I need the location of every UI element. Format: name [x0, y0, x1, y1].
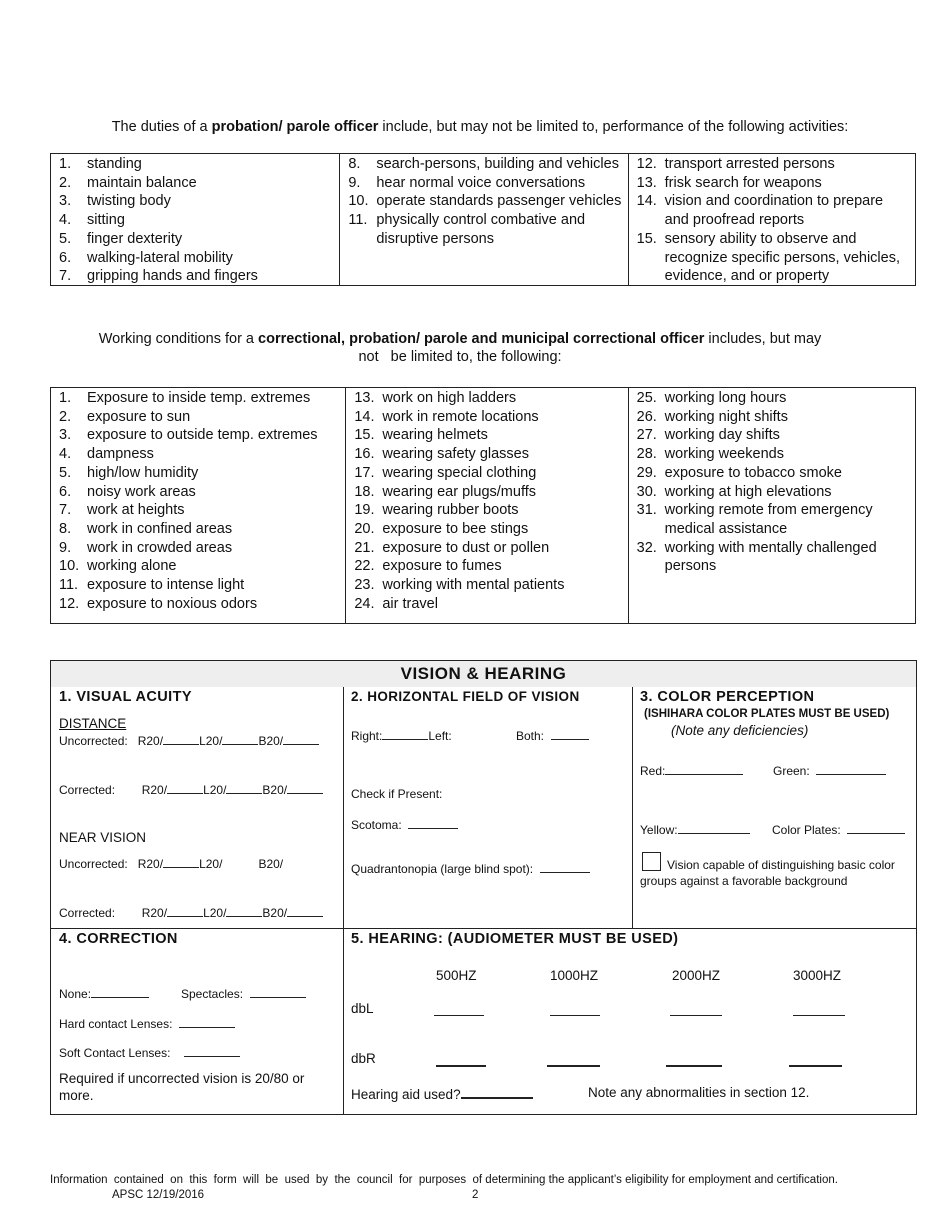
- abnormalities-note: Note any abnormalities in section 12.: [588, 1085, 810, 1100]
- list-item: [59, 174, 333, 193]
- list-item-text: transport arrested persons: [664, 156, 835, 172]
- list-item: [637, 389, 909, 408]
- spectacles-label: Spectacles:: [181, 987, 244, 1001]
- list-item: [59, 192, 333, 211]
- list-item-text: work in remote locations: [382, 408, 539, 425]
- conditions-list-3: [637, 389, 909, 576]
- list-item-number: 9.: [348, 174, 361, 191]
- hard-lenses-row: [59, 1016, 235, 1031]
- list-item: [637, 192, 909, 229]
- color-capable-checkbox[interactable]: [642, 852, 661, 871]
- footer-form-code: APSC 12/19/2016: [112, 1189, 205, 1201]
- dbr-500-field[interactable]: [436, 1065, 486, 1067]
- dbl-500-field[interactable]: [434, 1015, 484, 1016]
- left-label: Left:: [428, 729, 452, 743]
- list-item: [59, 483, 339, 502]
- list-item-number: 15.: [354, 427, 375, 444]
- uncorrected-label: Uncorrected:: [59, 734, 128, 748]
- list-item-text: working night shifts: [664, 408, 788, 425]
- list-item: [354, 445, 621, 464]
- b20-label: B20/: [258, 857, 284, 871]
- freq-500: 500HZ: [436, 968, 477, 983]
- list-item-number: 14.: [354, 408, 375, 425]
- l20-label: L20/: [203, 906, 227, 920]
- list-item: [637, 539, 909, 576]
- list-item-number: 5.: [59, 230, 72, 247]
- conditions-list-1: [59, 389, 339, 613]
- list-item: [354, 408, 621, 427]
- list-item-number: 30.: [636, 483, 657, 500]
- list-item-text: hear normal voice conversations: [376, 174, 586, 191]
- visual-acuity-heading: 1. VISUAL ACUITY: [59, 689, 192, 705]
- list-item-number: 3.: [59, 193, 72, 210]
- list-item-number: 7.: [59, 502, 72, 519]
- spectacles-field[interactable]: [250, 986, 306, 998]
- list-item-number: 17.: [354, 464, 375, 481]
- list-item-text: wearing rubber boots: [382, 502, 519, 519]
- list-item-number: 32.: [636, 539, 657, 556]
- divider: [343, 687, 344, 1115]
- scotoma-label: Scotoma:: [351, 818, 402, 832]
- distance-corrected-row: [59, 782, 323, 797]
- list-item-number: 8.: [348, 156, 361, 172]
- divider: [632, 687, 633, 929]
- soft-lenses-row: [59, 1045, 240, 1060]
- hard-lenses-field[interactable]: [179, 1016, 235, 1028]
- l20-label: L20/: [199, 857, 223, 871]
- list-item-number: 9.: [59, 539, 72, 556]
- duties-column-3: [628, 154, 915, 285]
- field-both-row: [516, 728, 589, 743]
- list-item-text: exposure to bee stings: [382, 520, 529, 537]
- freq-1000: 1000HZ: [550, 968, 599, 983]
- b20-distance-corrected-field[interactable]: [287, 782, 323, 794]
- divider: [51, 928, 916, 929]
- list-item-text: working long hours: [664, 390, 787, 406]
- list-item-number: 11.: [348, 212, 368, 229]
- duties-list-2: [348, 155, 621, 249]
- dbr-2000-field[interactable]: [666, 1065, 722, 1067]
- list-item-number: 18.: [354, 483, 375, 500]
- color-plates-label: Color Plates:: [772, 823, 841, 837]
- list-item: [637, 483, 909, 502]
- list-item: [59, 408, 339, 427]
- list-item-number: 19.: [354, 502, 375, 519]
- uncorrected-label: Uncorrected:: [59, 857, 128, 871]
- list-item-text: working day shifts: [664, 427, 780, 444]
- list-item-number: 16.: [354, 446, 375, 463]
- list-item-text: work in crowded areas: [87, 539, 233, 556]
- right-label: Right:: [351, 729, 383, 743]
- conditions-column-2: [345, 388, 627, 623]
- yellow-field[interactable]: [678, 822, 750, 834]
- list-item-number: 14.: [636, 193, 657, 210]
- list-item: [59, 445, 339, 464]
- list-item: [348, 155, 621, 174]
- l20-distance-corrected-field[interactable]: [226, 782, 262, 794]
- list-item-text: sensory ability to observe and recognize specific persons, vehicles, evidence, and or property: [664, 230, 900, 285]
- horizontal-field-heading: 2. HORIZONTAL FIELD OF VISION: [351, 689, 580, 704]
- b20-label: B20/: [258, 734, 284, 748]
- list-item: [59, 539, 339, 558]
- list-item-number: 3.: [59, 427, 72, 444]
- scotoma-field[interactable]: [408, 817, 458, 829]
- dbr-3000-field[interactable]: [789, 1065, 842, 1067]
- freq-2000: 2000HZ: [672, 968, 721, 983]
- list-item-number: 8.: [59, 520, 72, 537]
- soft-lenses-label: Soft Contact Lenses:: [59, 1046, 171, 1060]
- duties-intro: [40, 118, 920, 136]
- near-uncorrected-row: [59, 856, 283, 871]
- near-corrected-row: [59, 905, 323, 920]
- dbl-label: dbL: [351, 1001, 374, 1016]
- list-item-number: 10.: [59, 558, 80, 575]
- conditions-intro-line2: not be limited to, the following:: [358, 349, 562, 365]
- list-item-text: search-persons, building and vehicles: [376, 156, 619, 172]
- list-item: [59, 520, 339, 539]
- list-item: [637, 230, 909, 286]
- green-label: Green:: [773, 764, 810, 778]
- quadrantonopia-row: [351, 861, 590, 876]
- color-capable-text-2: groups against a favorable background: [640, 874, 848, 888]
- b20-label: B20/: [262, 783, 288, 797]
- list-item: [59, 464, 339, 483]
- conditions-table: [50, 387, 916, 624]
- list-item-text: operate standards passenger vehicles: [376, 193, 622, 210]
- list-item: [59, 155, 333, 174]
- none-label: None:: [59, 987, 92, 1001]
- list-item-text: exposure to fumes: [382, 558, 502, 575]
- list-item-text: exposure to noxious odors: [87, 595, 258, 612]
- list-item: [59, 595, 339, 614]
- list-item-number: 25.: [636, 390, 657, 406]
- r20-distance-corrected-field[interactable]: [167, 782, 203, 794]
- list-item-text: working remote from emergency medical assistance: [664, 502, 873, 537]
- list-item-number: 21.: [354, 539, 375, 556]
- vision-hearing-box: [50, 660, 917, 1115]
- list-item-number: 27.: [636, 427, 657, 444]
- r20-label: R20/: [141, 906, 168, 920]
- hard-lenses-label: Hard contact Lenses:: [59, 1017, 173, 1031]
- list-item-number: 20.: [354, 520, 375, 537]
- dbl-3000-field[interactable]: [793, 1015, 845, 1016]
- list-item: [354, 520, 621, 539]
- hearing-aid-row: [351, 1085, 533, 1102]
- yellow-row: [640, 822, 750, 837]
- list-item: [637, 408, 909, 427]
- list-item-number: 28.: [636, 446, 657, 463]
- duties-list-1: [59, 155, 333, 286]
- dbr-label: dbR: [351, 1051, 376, 1066]
- list-item: [637, 426, 909, 445]
- l20-distance-uncorrected-field[interactable]: [222, 733, 258, 745]
- r20-label: R20/: [137, 734, 164, 748]
- list-item: [348, 211, 621, 248]
- list-item-text: wearing ear plugs/muffs: [382, 483, 536, 500]
- green-row: [773, 763, 886, 778]
- yellow-label: Yellow:: [640, 823, 678, 837]
- color-plates-field[interactable]: [847, 822, 905, 834]
- list-item-text: gripping hands and fingers: [87, 268, 258, 285]
- r20-label: R20/: [141, 783, 168, 797]
- list-item-text: exposure to sun: [87, 408, 191, 425]
- duties-intro-text: The duties of a: [111, 119, 212, 135]
- none-row: [59, 986, 149, 1001]
- list-item-number: 23.: [354, 577, 375, 594]
- list-item: [354, 389, 621, 408]
- hearing-aid-field[interactable]: [461, 1085, 533, 1099]
- list-item-number: 12.: [59, 595, 80, 612]
- list-item: [348, 174, 621, 193]
- list-item-text: working at high elevations: [664, 483, 832, 500]
- list-item-text: twisting body: [87, 193, 171, 210]
- color-perception-heading: 3. COLOR PERCEPTION: [640, 689, 815, 705]
- page-number: 2: [472, 1189, 479, 1201]
- b20-near-corrected-field[interactable]: [287, 905, 323, 917]
- list-item-text: exposure to dust or pollen: [382, 539, 550, 556]
- list-item-number: 26.: [636, 408, 657, 425]
- list-item-text: exposure to outside temp. extremes: [87, 427, 318, 444]
- field-both-field[interactable]: [551, 728, 589, 740]
- list-item-number: 31.: [636, 502, 657, 519]
- list-item-text: wearing special clothing: [382, 464, 537, 481]
- conditions-intro: [40, 330, 880, 366]
- list-item-text: physically control combative and disruptive persons: [376, 212, 586, 247]
- color-capable-text-1: Vision capable of distinguishing basic color: [667, 858, 895, 872]
- duties-intro-text-end: include, but may not be limited to, performance of the following activities:: [378, 119, 849, 135]
- conditions-intro-bold: correctional, probation/ parole and municipal correctional officer: [258, 331, 705, 347]
- conditions-list-2: [354, 389, 621, 613]
- duties-table: [50, 153, 916, 286]
- correction-required-note: Required if uncorrected vision is 20/80 or more.: [59, 1071, 305, 1103]
- list-item: [348, 192, 621, 211]
- list-item-number: 1.: [59, 390, 72, 406]
- list-item-text: work in confined areas: [87, 520, 233, 537]
- r20-near-uncorrected-field[interactable]: [163, 856, 199, 868]
- list-item-text: exposure to intense light: [87, 577, 245, 594]
- list-item-number: 13.: [636, 174, 657, 191]
- list-item-number: 7.: [59, 268, 72, 285]
- list-item-text: frisk search for weapons: [664, 174, 822, 191]
- list-item: [354, 595, 621, 614]
- b20-distance-uncorrected-field[interactable]: [283, 733, 319, 745]
- corrected-label: Corrected:: [59, 783, 116, 797]
- duties-list-3: [637, 155, 909, 286]
- l20-near-corrected-field[interactable]: [226, 905, 262, 917]
- list-item: [354, 501, 621, 520]
- list-item-text: sitting: [87, 212, 125, 229]
- list-item-text: dampness: [87, 446, 154, 463]
- list-item-text: Exposure to inside temp. extremes: [87, 390, 311, 406]
- corrected-label: Corrected:: [59, 906, 116, 920]
- green-field[interactable]: [816, 763, 886, 775]
- l20-label: L20/: [203, 783, 227, 797]
- list-item-text: standing: [87, 156, 142, 172]
- spectacles-row: [181, 986, 306, 1001]
- list-item-text: working alone: [87, 558, 177, 575]
- list-item-number: 12.: [636, 156, 657, 172]
- field-right-field[interactable]: [382, 728, 428, 740]
- list-item-number: 2.: [59, 408, 72, 425]
- list-item: [59, 230, 333, 249]
- list-item-number: 22.: [354, 558, 375, 575]
- list-item-text: finger dexterity: [87, 230, 183, 247]
- list-item-text: wearing helmets: [382, 427, 488, 444]
- list-item-number: 4.: [59, 212, 72, 229]
- list-item-number: 4.: [59, 446, 72, 463]
- list-item: [637, 174, 909, 193]
- r20-distance-uncorrected-field[interactable]: [163, 733, 199, 745]
- list-item: [354, 539, 621, 558]
- hearing-heading: 5. HEARING: (AUDIOMETER MUST BE USED): [351, 931, 679, 947]
- dbl-1000-field[interactable]: [550, 1015, 600, 1016]
- l20-label: L20/: [199, 734, 223, 748]
- list-item: [59, 576, 339, 595]
- field-right-left-row: [351, 728, 452, 743]
- list-item: [59, 267, 333, 286]
- list-item: [59, 426, 339, 445]
- b20-label: B20/: [262, 906, 288, 920]
- distance-label: DISTANCE: [59, 716, 127, 731]
- list-item: [59, 389, 339, 408]
- list-item: [59, 249, 333, 268]
- list-item-text: working weekends: [664, 446, 784, 463]
- both-label: Both:: [516, 729, 545, 743]
- list-item: [637, 464, 909, 483]
- freq-3000: 3000HZ: [793, 968, 842, 983]
- list-item-number: 1.: [59, 156, 72, 172]
- list-item: [354, 483, 621, 502]
- list-item-text: noisy work areas: [87, 483, 196, 500]
- soft-lenses-field[interactable]: [184, 1045, 240, 1057]
- duties-column-2: [339, 154, 627, 285]
- list-item-text: high/low humidity: [87, 464, 199, 481]
- list-item-text: working with mentally challenged persons: [664, 539, 877, 575]
- red-field[interactable]: [665, 763, 743, 775]
- duties-column-1: [51, 154, 339, 285]
- list-item-text: work at heights: [87, 502, 185, 519]
- list-item: [354, 426, 621, 445]
- dbl-2000-field[interactable]: [670, 1015, 722, 1016]
- conditions-intro-text-end: includes, but may: [704, 331, 822, 347]
- list-item: [637, 501, 909, 538]
- r20-label: R20/: [137, 857, 164, 871]
- color-plates-row: [772, 822, 905, 837]
- vision-hearing-title: VISION & HEARING: [51, 661, 916, 687]
- list-item-text: maintain balance: [87, 174, 197, 191]
- list-item-number: 2.: [59, 174, 72, 191]
- deficiencies-note: (Note any deficiencies): [671, 723, 809, 738]
- quadrantonopia-field[interactable]: [540, 861, 590, 873]
- list-item-number: 29.: [636, 464, 657, 481]
- list-item: [637, 445, 909, 464]
- near-vision-label: NEAR VISION: [59, 830, 147, 845]
- footer-info: Information contained on this form will be used by the council for purposes of determining the applicant’s eligibility for employment and certification.: [50, 1174, 838, 1186]
- list-item: [354, 464, 621, 483]
- red-label: Red:: [640, 764, 666, 778]
- check-if-present-label: Check if Present:: [351, 787, 443, 801]
- scotoma-row: [351, 817, 458, 832]
- list-item-text: work on high ladders: [382, 390, 517, 406]
- list-item-number: 5.: [59, 464, 72, 481]
- list-item: [354, 576, 621, 595]
- list-item-text: wearing safety glasses: [382, 446, 529, 463]
- list-item-text: air travel: [382, 595, 438, 612]
- hearing-aid-label: Hearing aid used?: [351, 1087, 461, 1102]
- conditions-column-1: [51, 388, 345, 623]
- list-item-text: vision and coordination to prepare and proofread reports: [664, 193, 884, 229]
- list-item-number: 10.: [348, 193, 369, 210]
- list-item-number: 15.: [636, 230, 657, 247]
- none-field[interactable]: [91, 986, 149, 998]
- list-item: [59, 211, 333, 230]
- list-item-text: walking-lateral mobility: [87, 249, 233, 266]
- list-item: [59, 501, 339, 520]
- correction-heading: 4. CORRECTION: [59, 931, 178, 947]
- conditions-column-3: [628, 388, 915, 623]
- list-item-text: working with mental patients: [382, 577, 565, 594]
- list-item-text: exposure to tobacco smoke: [664, 464, 842, 481]
- dbr-1000-field[interactable]: [547, 1065, 600, 1067]
- list-item-number: 24.: [354, 595, 375, 612]
- ishihara-note: (ISHIHARA COLOR PLATES MUST BE USED): [644, 708, 890, 720]
- list-item: [354, 557, 621, 576]
- r20-near-corrected-field[interactable]: [167, 905, 203, 917]
- quadrantonopia-label: Quadrantonopia (large blind spot):: [351, 862, 534, 876]
- list-item-number: 6.: [59, 483, 72, 500]
- list-item: [59, 557, 339, 576]
- duties-intro-bold: probation/ parole officer: [211, 119, 379, 135]
- list-item-number: 6.: [59, 249, 72, 266]
- list-item: [637, 155, 909, 174]
- distance-uncorrected-row: [59, 733, 319, 748]
- list-item-number: 11.: [59, 577, 79, 594]
- red-row: [640, 763, 743, 778]
- conditions-intro-text: Working conditions for a: [98, 331, 259, 347]
- list-item-number: 13.: [354, 390, 375, 406]
